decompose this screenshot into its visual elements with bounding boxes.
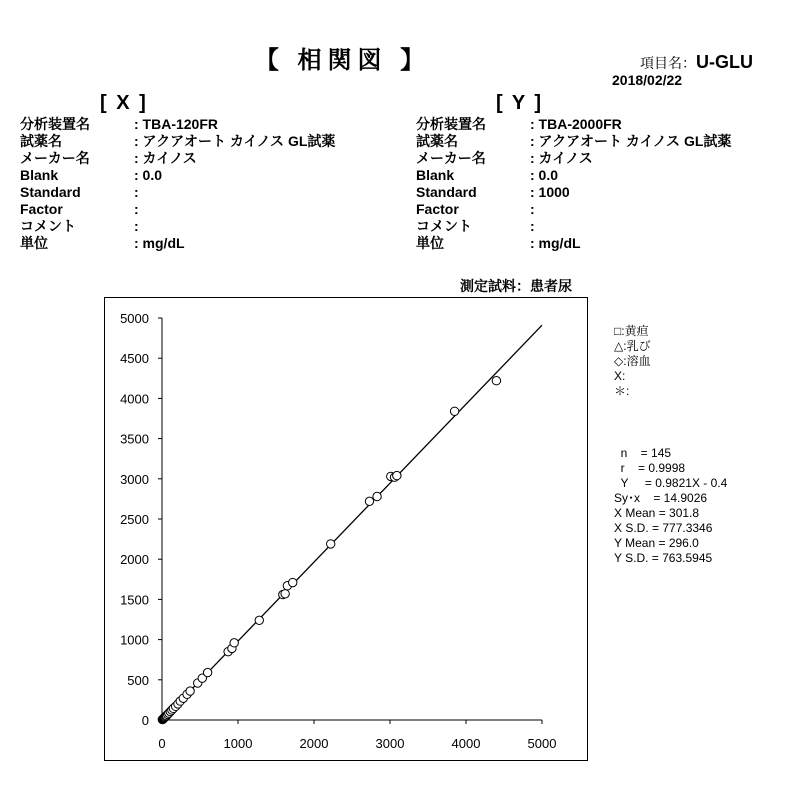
- info-label: コメント: [416, 218, 472, 234]
- data-point: [281, 590, 289, 598]
- x-heading: [ X ]: [100, 92, 148, 114]
- info-label: Factor: [416, 201, 459, 217]
- legend-entry: X:: [614, 369, 626, 383]
- regression-line: [162, 325, 542, 720]
- y-tick-label: 4000: [120, 391, 149, 407]
- info-value: : 1000: [530, 184, 570, 200]
- legend: [614, 324, 651, 399]
- stat-line: X Mean = 301.8: [614, 506, 700, 520]
- data-point: [393, 471, 401, 479]
- info-value: : カイノス: [530, 150, 593, 166]
- x-tick-label: 1000: [223, 736, 253, 751]
- info-value: :: [530, 201, 535, 217]
- stat-line: Y = 0.9821X - 0.4: [614, 476, 728, 490]
- x-tick-label: 0: [158, 736, 166, 751]
- data-point: [365, 497, 373, 505]
- info-value: : TBA-120FR: [134, 116, 219, 132]
- stat-line: Sy･x = 14.9026: [614, 491, 708, 505]
- data-point: [230, 639, 238, 647]
- sample-label: 測定試料：患者尿: [460, 278, 572, 294]
- info-value: : TBA-2000FR: [530, 116, 622, 132]
- x-tick-label: 2000: [299, 736, 329, 751]
- info-value: : アクアオート カイノス GL試薬: [134, 133, 336, 149]
- info-label: メーカー名: [416, 150, 486, 166]
- stat-line: Y Mean = 296.0: [614, 536, 699, 550]
- info-value: : mg/dL: [530, 235, 581, 251]
- info-value: :: [134, 218, 139, 234]
- info-label: 試薬名: [416, 133, 458, 149]
- info-label: Standard: [416, 184, 477, 200]
- info-label: 試薬名: [20, 133, 62, 149]
- info-label: Blank: [20, 167, 59, 183]
- legend-entry: ◇:溶血: [614, 354, 651, 368]
- data-point: [203, 668, 211, 676]
- y-tick-label: 0: [141, 713, 149, 728]
- statistics: [614, 446, 727, 566]
- x-tick-label: 3000: [375, 736, 405, 751]
- y-tick-label: 3000: [120, 471, 149, 487]
- info-value: : カイノス: [134, 150, 197, 166]
- y-tick-label: 500: [127, 672, 149, 688]
- data-point: [373, 492, 381, 500]
- info-value: : 0.0: [530, 167, 559, 183]
- info-label: Standard: [20, 184, 81, 200]
- legend-entry: □:黄疸: [614, 324, 649, 338]
- y-tick-label: 3500: [120, 431, 149, 447]
- report-date: 2018/02/22: [612, 72, 683, 88]
- y-tick-label: 4500: [120, 351, 149, 367]
- info-value: : mg/dL: [134, 235, 185, 251]
- stat-line: X S.D. = 777.3346: [614, 521, 713, 535]
- y-tick-label: 1000: [120, 632, 149, 648]
- data-point: [327, 540, 335, 548]
- y-tick-label: 2500: [120, 512, 149, 527]
- item-label: 項目名：: [640, 55, 696, 71]
- info-label: コメント: [20, 218, 76, 234]
- y-tick-label: 1500: [120, 592, 149, 608]
- info-label: Blank: [416, 167, 455, 183]
- legend-entry: △:乳び: [614, 339, 651, 353]
- info-value: :: [530, 218, 535, 234]
- y-heading: [ Y ]: [496, 92, 544, 114]
- item-value: U-GLU: [696, 52, 753, 72]
- info-label: 単位: [20, 235, 48, 251]
- data-point: [289, 578, 297, 586]
- info-label: 単位: [416, 235, 444, 251]
- data-point: [186, 687, 194, 695]
- data-point: [492, 377, 500, 385]
- info-value: : 0.0: [134, 167, 163, 183]
- info-label: 分析装置名: [20, 116, 90, 132]
- stat-line: n = 145: [614, 446, 672, 460]
- info-value: :: [134, 184, 139, 200]
- info-value: : アクアオート カイノス GL試薬: [530, 133, 732, 149]
- info-label: 分析装置名: [416, 116, 486, 132]
- data-point: [255, 616, 263, 624]
- x-tick-label: 5000: [527, 736, 557, 751]
- stat-line: Y S.D. = 763.5945: [614, 551, 713, 565]
- legend-entry: ＊:: [614, 384, 630, 398]
- page-title: 【 相関図 】: [254, 47, 431, 74]
- info-label: Factor: [20, 201, 63, 217]
- y-tick-label: 5000: [120, 311, 149, 326]
- info-label: メーカー名: [20, 150, 90, 166]
- data-point: [450, 407, 458, 415]
- stat-line: r = 0.9998: [614, 461, 686, 475]
- info-value: :: [134, 201, 139, 217]
- y-tick-label: 2000: [120, 552, 149, 568]
- x-tick-label: 4000: [451, 736, 481, 751]
